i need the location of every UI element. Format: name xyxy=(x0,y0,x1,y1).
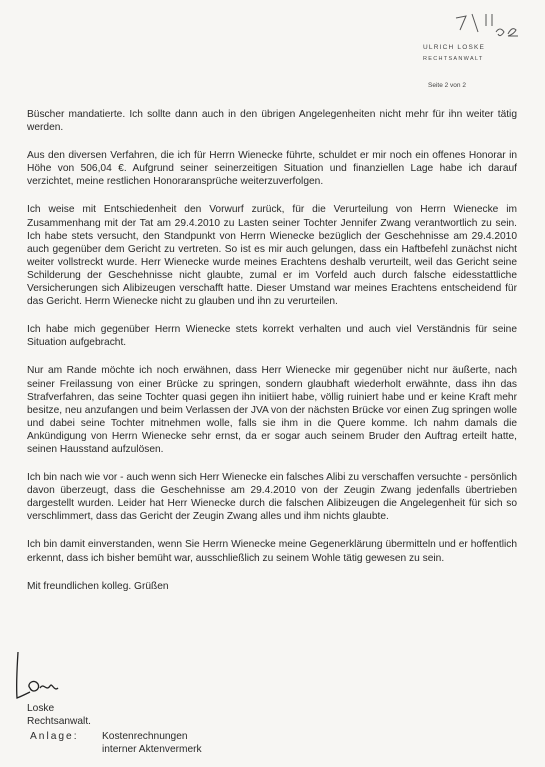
letterhead-title: RECHTSANWALT xyxy=(423,56,484,62)
page-number: Seite 2 von 2 xyxy=(428,82,466,89)
letter-body xyxy=(27,108,517,593)
enclosure-item: interner Aktenvermerk xyxy=(102,743,202,755)
letterhead xyxy=(423,44,485,62)
paragraph-3: Ich weise mit Entschiedenheit den Vorwurf zurück, für die Verurteilung von Herrn Wienecke im Zusammenhang mit der Tat am 29.4.2010 zu Lasten seiner Tochter Jennifer Zwang verantwortlich zu sein. Ich habe stets versucht, den Standpunkt von Herrn Wienecke bezüglich der Geschehnisse am 29.4.2010 auch gegenüber dem Gericht zu vertreten. So ist es mir auch gelungen, dass ein Haftbefehl zunächst nicht weiter vollstreckt wurde. Herr Wienecke wurde meines Erachtens deshalb verurteilt, weil das Gericht seine Schilderung der Geschehnisse nicht glaubte, zumal er im Vorfeld auch durch falsche eidesstattliche Versicherungen sich Alibizeugen verschafft hatte. Dieser Umstand war meines Erachtens entscheidend für das Gericht. Herrn Wienecke nicht zu glauben und ihn zu verurteilen. xyxy=(27,204,517,308)
paragraph-4: Ich habe mich gegenüber Herrn Wienecke stets korrekt verhalten und auch viel Verständnis für seine Situation aufgebracht. xyxy=(27,324,517,349)
signer-title: Rechtsanwalt. xyxy=(27,715,91,727)
enclosures-list xyxy=(102,731,202,757)
paragraph-5: Nur am Rande möchte ich noch erwähnen, dass Herr Wienecke mir gegenüber nicht nur äußerte, nach seiner Freilassung von einer Brücke zu springen, sondern glaubhaft wiederholt erwähnte, dass ihn das Strafverfahren, das seine Tochter quasi gegen ihn initiiert habe, völlig ruiniert habe und er keine Kraft mehr besitze, neu anzufangen und beim Verlassen der JVA von der nächsten Brücke vor einen Zug springen wolle und dabei seine Tochter mitnehmen wolle, falls sie ihm in die Quere komme. Ich nahm damals die Ankündigung von Herrn Wienecke sehr ernst, da er sogar auch seinem Bruder den Auftrag erteilt hatte, seinen Hausstand aufzulösen. xyxy=(27,365,517,455)
paragraph-2: Aus den diversen Verfahren, die ich für Herrn Wienecke führte, schuldet er mir noch ein offenes Honorar in Höhe von 506,04 €. Aufgrund seiner seinerzeitigen Situation und finanziellen Lage habe ich darauf verzichtet, meine restlichen Honoraransprüche weiterzuverfolgen. xyxy=(27,150,517,188)
paragraph-7: Ich bin damit einverstanden, wenn Sie Herrn Wienecke meine Gegenerklärung übermitteln und er hoffentlich erkennt, dass ich bisher bemüht war, ausschließlich zu seinem Wohle tätig gewesen zu sein. xyxy=(27,539,517,564)
enclosures-label: Anlage: xyxy=(30,731,79,742)
handwritten-note-scribble xyxy=(452,6,532,40)
enclosure-item: Kostenrechnungen xyxy=(102,731,188,742)
paragraph-1: Büscher mandatierte. Ich sollte dann auch in den übrigen Angelegenheiten nicht mehr für ihn weiter tätig werden. xyxy=(27,109,517,134)
signer-name: Loske xyxy=(27,703,55,714)
handwritten-note xyxy=(452,6,532,40)
signer-block xyxy=(27,703,91,728)
closing-greeting: Mit freundlichen kolleg. Grüßen xyxy=(27,580,169,592)
paragraph-6: Ich bin nach wie vor - auch wenn sich Herr Wienecke ein falsches Alibi zu verschaffen versuchte - persönlich davon überzeugt, dass die Geschehnisse am 29.4.2010 von der Zeugin Zwang jedenfalls übertrieben dargestellt wurden. Leider hat Herr Wienecke durch die falschen Alibizeugen die Angelegenheit für sich so verschlimmert, dass das Gericht der Zeugin Zwang alles und ihm nichts glaubte. xyxy=(27,472,517,523)
letterhead-name: ULRICH LOSKE xyxy=(423,44,486,51)
